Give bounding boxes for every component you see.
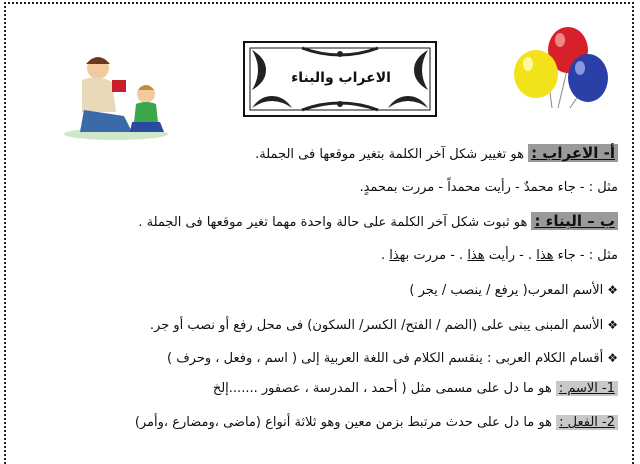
section-a-label: أ- الاعراب :: [528, 144, 618, 162]
bullet-item: [167, 351, 618, 366]
example-end: .: [380, 248, 390, 263]
balloons-icon: [508, 26, 612, 108]
page-title: الاعراب والبناء: [291, 70, 391, 86]
example-mid-2: . - مررت: [409, 248, 468, 263]
item-label: 2- الفعل :: [556, 415, 618, 430]
list-item: [213, 381, 618, 396]
star-bullet-icon: ❖: [607, 318, 618, 332]
star-bullet-icon: ❖: [607, 283, 618, 297]
section-a-example: مثل : - جاء محمدٌ - رأيت محمداً - مررت بمحمدٍ.: [359, 180, 618, 195]
list-item: [135, 415, 618, 430]
title-frame: [242, 40, 438, 118]
example-prefix: مثل : - جاء: [553, 248, 618, 263]
section-b-example: [381, 248, 618, 263]
example-mid-1: . - رأيت: [484, 248, 537, 263]
item-text: هو ما دل على مسمى مثل ( أحمد ، المدرسة ، عصفور .......إلخ: [212, 381, 556, 396]
section-b-definition: هو ثبوت شكل آخر الكلمة على حالة واحدة مهما تغير موقعها فى الجملة .: [138, 215, 528, 230]
bullet-item: [150, 318, 618, 333]
example-word-1: هذا: [536, 248, 554, 263]
bullet-text: الأسم المعرب( يرفع / ينصب / يجر ): [409, 283, 604, 298]
section-b-line: [138, 212, 618, 230]
section-b-label: ب – البناء :: [531, 212, 618, 230]
star-bullet-icon: ❖: [607, 351, 618, 365]
section-a-line: [255, 144, 618, 162]
item-text: هو ما دل على حدث مرتبط بزمن معين وهو ثلاثة أنواع (ماضى ،ومضارع ،وأمر): [134, 415, 557, 430]
item-label: 1- الاسم :: [556, 381, 618, 396]
bullet-text: الأسم المبنى يبنى على (الضم / الفتح/ الكسر/ السكون) فى محل رفع أو نصب أو جر.: [149, 318, 604, 333]
example-word-3: بهذا: [389, 248, 410, 263]
bullet-text: أقسام الكلام العربى : ينقسم الكلام فى اللغة العربية إلى ( اسم ، وفعل ، وحرف ): [166, 351, 604, 366]
example-word-2: هذا: [467, 248, 485, 263]
father-reading-icon: [60, 50, 172, 140]
section-a-definition: هو تغيير شكل آخر الكلمة بتغير موقعها فى الجملة.: [255, 147, 524, 162]
bullet-item: [409, 283, 618, 298]
